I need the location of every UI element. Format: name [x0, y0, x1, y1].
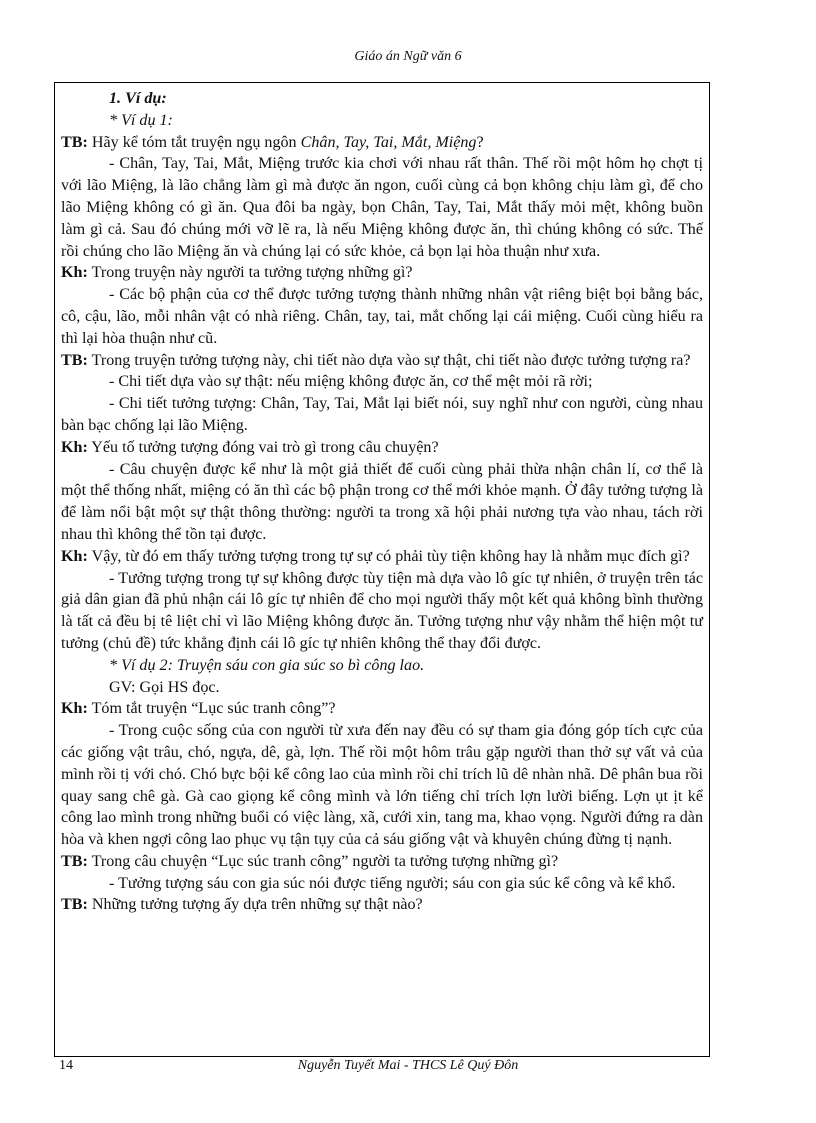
question-tag: Kh:: [61, 438, 88, 456]
question-text: Trong truyện tưởng tượng này, chi tiết nào dựa vào sự thật, chi tiết nào được tưởng tượng ra?: [91, 351, 691, 369]
question-text: Tóm tắt truyện “Lục súc tranh công”?: [91, 700, 336, 718]
question-text: Trong truyện này người ta tưởng tượng những gì?: [91, 264, 413, 282]
question-7: [61, 851, 703, 873]
answer-4: - Câu chuyện được kể như là một giả thiết để cuối cùng phải thừa nhận chân lí, cơ thể là một thể thống nhất, miệng có ăn thì các bộ phận trong cơ thể mới khỏe mạnh. Ở đây tưởng tượng là để làm nổi bật một sự thật thông thường: người ta trong xã hội phải nương tựa vào nhau, tách rời nhau thì không thể tồn tại được.: [61, 460, 703, 543]
question-text: Vậy, từ đó em thấy tưởng tượng trong tự sự có phải tùy tiện không hay là nhằm mục đích gì?: [91, 547, 690, 565]
question-2: [61, 262, 703, 284]
page-header: Giáo án Ngữ văn 6: [354, 49, 462, 64]
question-4: [61, 437, 703, 459]
question-3: [61, 350, 703, 372]
answer-3b: - Chi tiết tưởng tượng: Chân, Tay, Tai, Mắt lại biết nói, suy nghĩ như con người, cùng nhau bàn bạc chống lại lão Miệng.: [61, 395, 703, 434]
question-text: Yếu tố tưởng tượng đóng vai trò gì trong câu chuyện?: [91, 438, 439, 456]
question-text: Hãy kể tóm tắt truyện ngụ ngôn: [91, 133, 301, 151]
question-tag: TB:: [61, 351, 88, 369]
question-tag: Kh:: [61, 547, 88, 565]
story-title: Chân, Tay, Tai, Mắt, Miệng: [300, 133, 477, 151]
lesson-body: [61, 88, 703, 916]
answer-2: - Các bộ phận của cơ thể được tưởng tượng thành những nhân vật riêng biệt bọi bằng bác, cô, cậu, lão, mỗi nhân vật có nhà riêng. Chân, tay, tai, mắt chống lại cái miệng. Cuối cùng hiểu ra thì lại hòa thuận như cũ.: [61, 286, 703, 347]
example-2-label: [61, 655, 703, 677]
example-1-label: * Ví dụ 1:: [109, 111, 173, 129]
question-5: [61, 546, 703, 568]
question-6: [61, 698, 703, 720]
example-2-marker: * Ví dụ 2: [109, 656, 168, 674]
question-tag: TB:: [61, 852, 88, 870]
page-number: 14: [59, 1058, 73, 1073]
question-tag: Kh:: [61, 264, 88, 282]
question-tag: Kh:: [61, 700, 88, 718]
answer-3a: - Chi tiết dựa vào sự thật: nếu miệng không được ăn, cơ thể mệt mỏi rã rời;: [109, 373, 593, 391]
section-heading: 1. Ví dụ:: [109, 90, 167, 107]
teacher-instruction: GV: Gọi HS đọc.: [109, 678, 220, 696]
answer-7: - Tưởng tượng sáu con gia súc nói được tiếng người; sáu con gia súc kể công và kể khổ.: [109, 874, 676, 892]
question-text: Những tưởng tượng ấy dựa trên những sự thật nào?: [91, 896, 423, 914]
footer-author: Nguyễn Tuyết Mai - THCS Lê Quý Đôn: [297, 1058, 519, 1073]
question-end: ?: [476, 133, 484, 151]
question-tag: TB:: [61, 133, 88, 151]
answer-1: - Chân, Tay, Tai, Mắt, Miệng trước kia chơi với nhau rất thân. Thế rồi một hôm họ chợt tị với lão Miệng, là lão chẳng làm gì mà được ăn ngon, cuối cùng cả bọn không chịu làm gì, để cho lão Miệng không có gì ăn. Qua đôi ba ngày, bọn Chân, Tay, Tai, Mắt thấy mỏi mệt, không buồn làm gì cả. Sau đó chúng mới vỡ lẽ ra, là nếu Miệng không được ăn, thì chúng không có sức. Thế rồi chúng cho lão Miệng ăn và chúng lại có sức khỏe, cả bọn lại hòa thuận như xưa.: [61, 155, 703, 260]
question-1: [61, 132, 703, 154]
question-text: Trong câu chuyện “Lục súc tranh công” người ta tưởng tượng những gì?: [91, 852, 559, 870]
example-2-text: : Truyện sáu con gia súc so bì công lao.: [167, 656, 425, 674]
answer-5: - Tưởng tượng trong tự sự không được tùy tiện mà dựa vào lô gíc tự nhiên, ở truyện trên tác giả dân gian đã phủ nhận cái lô gíc tự nhiên để cho mọi người thấy một kết quả không bình thường là tất cả đều bị tê liệt chỉ vì lão Miệng không được ăn. Tưởng tượng như vậy nhằm thể hiện một tư tưởng (chủ đề) tức khẳng định cái lô gíc tự nhiên không thể thay đổi được.: [61, 569, 703, 652]
content-frame: [54, 82, 710, 1057]
question-8: [61, 894, 703, 916]
answer-6: - Trong cuộc sống của con người từ xưa đến nay đều có sự tham gia đóng góp tích cực của các giống vật trâu, chó, ngựa, dê, gà, lợn. Thế rồi một hôm trâu gặp người than thở sự vất vả của mình rồi tị với chó. Chó bực bội kể công lao của mình rồi chỉ trích lũ dê nhàn nhã. Dê phân bua rồi quay sang chê gà. Gà cao giọng kể công mình và lớn tiếng chỉ trích lợn lười biếng. Lợn ụt ịt kể công lao mình trong những buổi có việc làng, xã, cưới xin, tang ma, khao vọng. Người đứng ra dàn hòa và khen ngợi công lao phục vụ tận tụy của cả sáu giống vật và khuyên chúng đừng tị nạnh.: [61, 722, 703, 849]
question-tag: TB:: [61, 896, 88, 914]
